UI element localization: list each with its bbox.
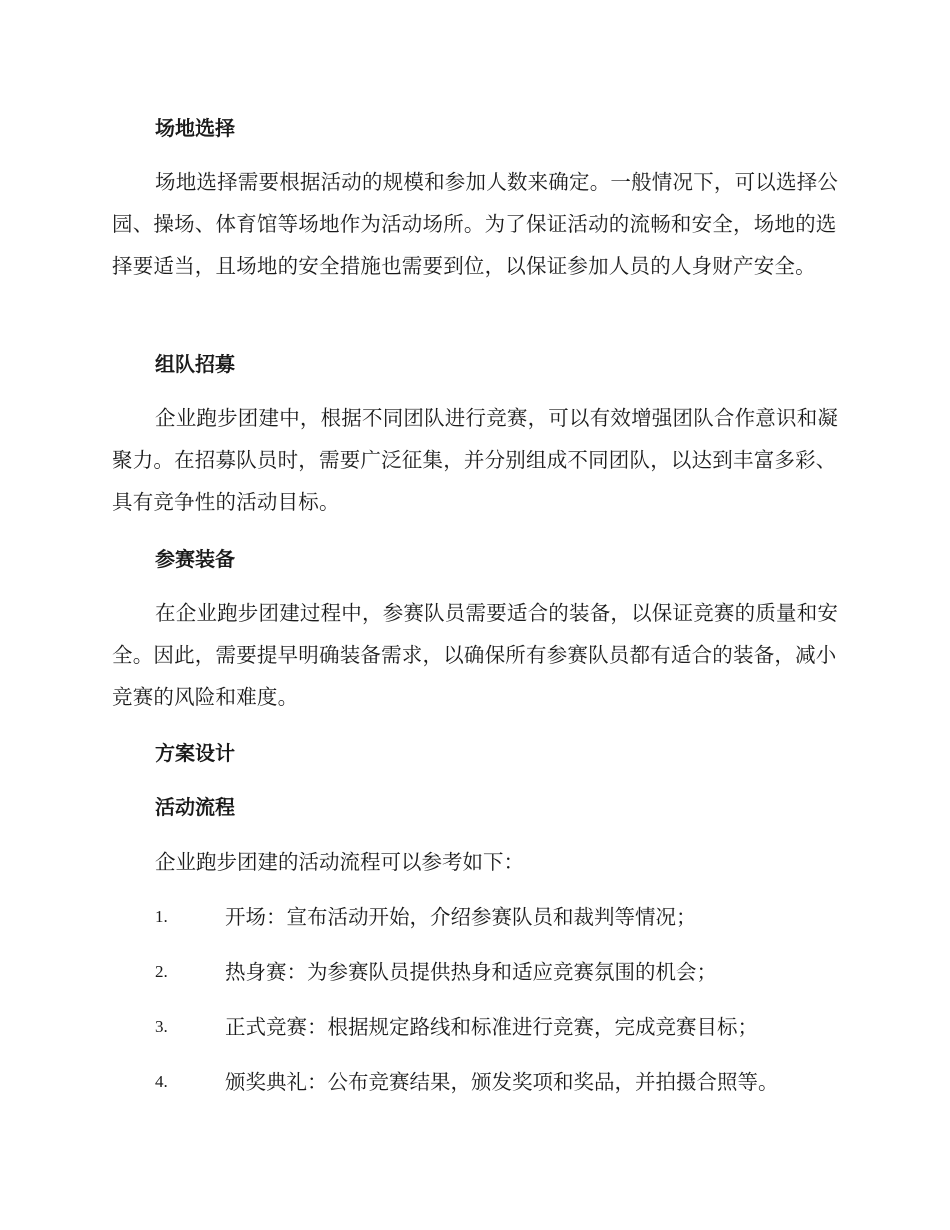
list-item-text: 颁奖典礼：公布竞赛结果，颁发奖项和奖品，并拍摄合照等。 xyxy=(225,1070,779,1094)
section-heading-plan-design: 方案设计 xyxy=(155,741,235,765)
section-heading-team-recruitment: 组队招募 xyxy=(155,352,235,376)
list-item-number: 1. xyxy=(155,907,168,926)
section-heading-activity-flow: 活动流程 xyxy=(155,795,235,819)
list-item-text: 热身赛：为参赛队员提供热身和适应竞赛氛围的机会； xyxy=(225,960,717,984)
activity-flow-intro: 企业跑步团建的活动流程可以参考如下： xyxy=(155,850,524,874)
section-heading-equipment: 参赛装备 xyxy=(155,547,235,571)
section-body-venue: 场地选择需要根据活动的规模和参加人数来确定。一般情况下，可以选择公园、操场、体育馆等场地作为活动场所。为了保证活动的流畅和安全，场地的选择要适当，且场地的安全措施也需要到位，以保证参加人员的人身财产安全。 xyxy=(112,170,839,278)
list-item-text: 正式竞赛：根据规定路线和标准进行竞赛，完成竞赛目标； xyxy=(225,1015,758,1039)
section-body-team-recruitment: 企业跑步团建中，根据不同团队进行竞赛，可以有效增强团队合作意识和凝聚力。在招募队员时，需要广泛征集，并分别组成不同团队，以达到丰富多彩、具有竞争性的活动目标。 xyxy=(112,406,839,514)
list-item-number: 3. xyxy=(155,1017,168,1036)
section-body-equipment: 在企业跑步团建过程中，参赛队员需要适合的装备，以保证竞赛的质量和安全。因此，需要提早明确装备需求，以确保所有参赛队员都有适合的装备，减小竞赛的风险和难度。 xyxy=(112,601,839,709)
list-item-text: 开场：宣布活动开始，介绍参赛队员和裁判等情况； xyxy=(225,905,697,929)
list-item-number: 4. xyxy=(155,1072,168,1091)
section-heading-venue: 场地选择 xyxy=(155,116,235,140)
list-item-number: 2. xyxy=(155,962,168,981)
